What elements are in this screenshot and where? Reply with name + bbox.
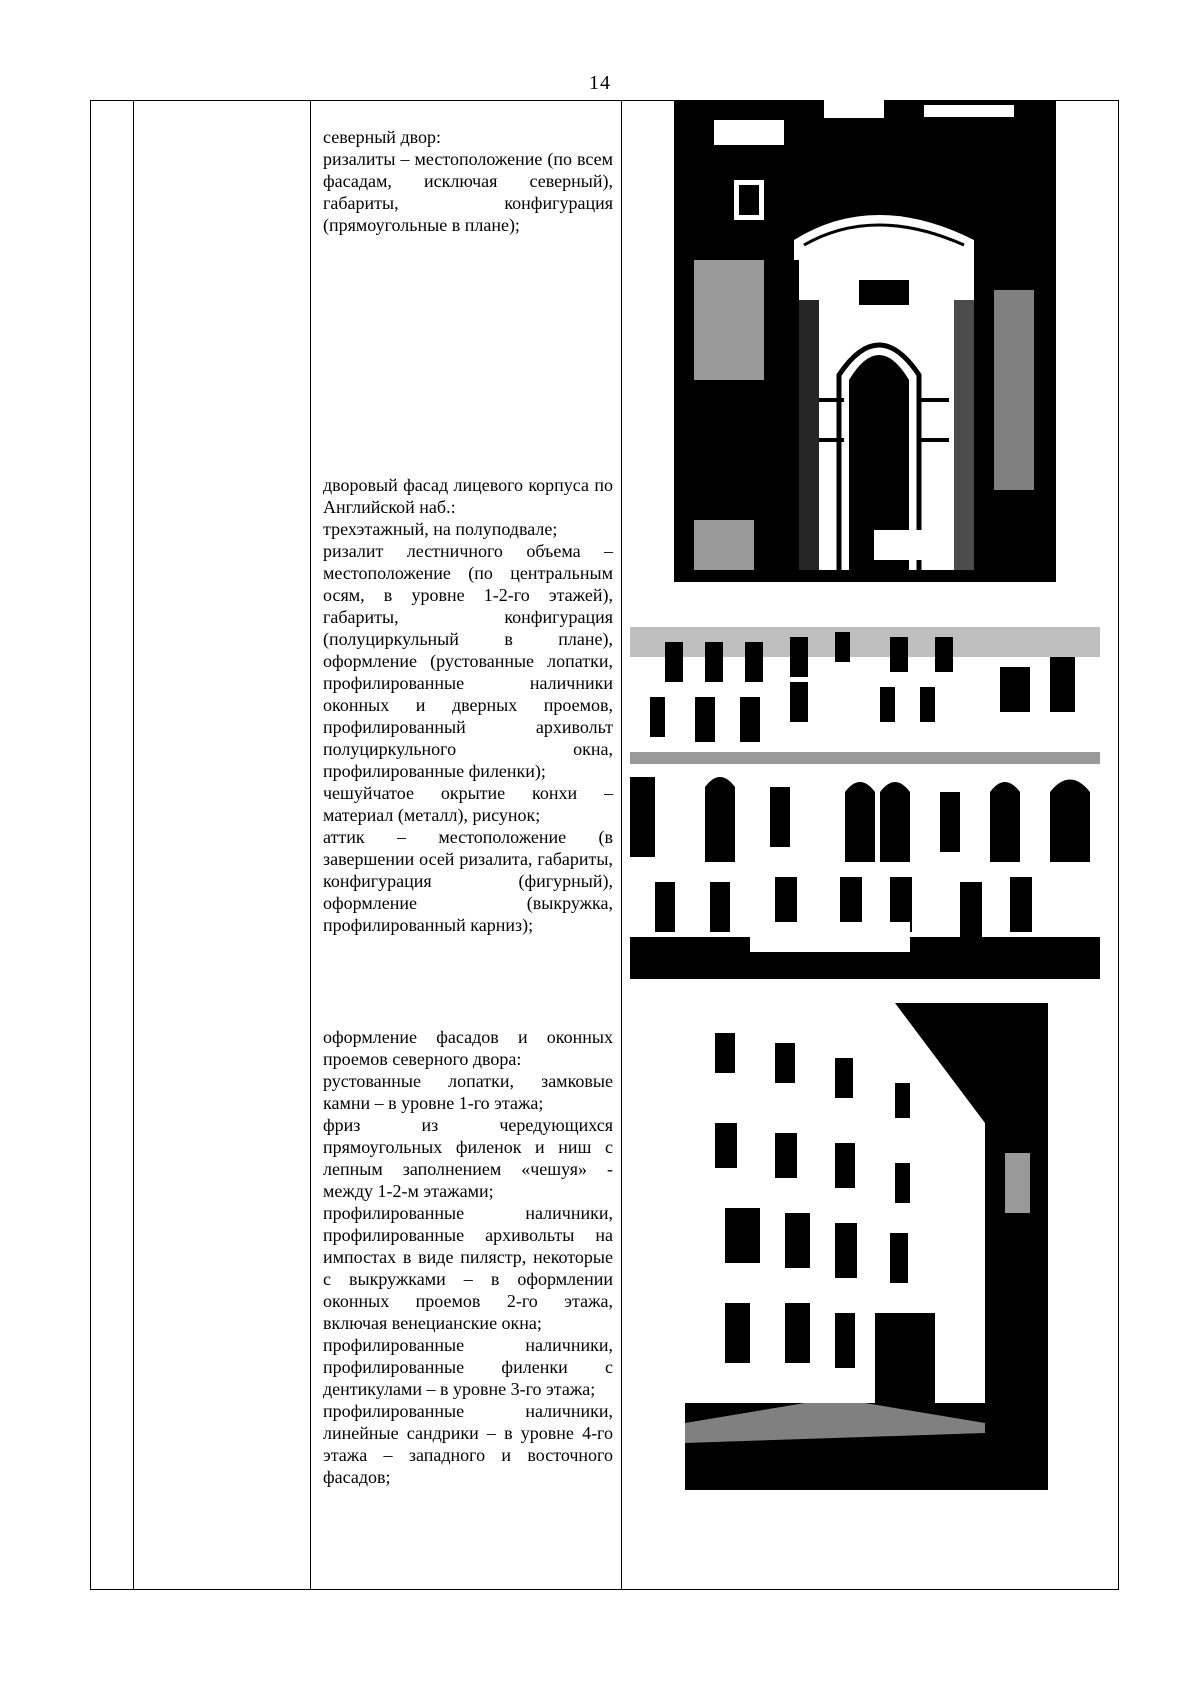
text-block-facade-decoration (323, 1026, 613, 1488)
text-block-north-courtyard (323, 126, 613, 236)
column-divider (310, 101, 311, 1589)
paragraph: оформление фасадов и оконных проемов северного двора: (323, 1027, 613, 1069)
paragraph: рустованные лопатки, замковые камни – в уровне 1-го этажа; (323, 1071, 613, 1113)
paragraph: фриз из чередующихся прямоугольных филенок и ниш с лепным заполнением «чешуя» - между 1-2-м этажами; (323, 1115, 613, 1201)
paragraph: профилированные наличники, профилированные филенки с дентикулами – в уровне 3-го этажа; (323, 1335, 613, 1399)
photo-stair-risalit (674, 100, 1056, 582)
paragraph: дворовый фасад лицевого корпуса по Английской наб.: (323, 475, 613, 517)
paragraph: аттик – местоположение (в завершении осей ризалита, габариты, конфигурация (фигурный), оформление (выкружка, профилированный карниз); (323, 827, 613, 935)
page-number: 14 (589, 72, 611, 94)
paragraph: чешуйчатое окрытие конхи – материал (металл), рисунок; (323, 783, 613, 825)
paragraph: ризалит лестничного объема – местоположение (по центральным осям, в уровне 1-2-го этажей), габариты, конфигурация (полуциркульный в плане), оформление (рустованные лопатки, профилированные наличники оконных и дверных проемов, профилированный архивольт полуциркульного окна, профилированные филенки); (323, 541, 613, 781)
paragraph: трехэтажный, на полуподвале; (323, 519, 558, 539)
column-divider (621, 101, 622, 1589)
text-block-courtyard-facade (323, 474, 613, 936)
paragraph: ризалиты – местоположение (по всем фасадам, исключая северный), габариты, конфигурация (прямоугольные в плане); (323, 149, 613, 235)
paragraph: профилированные наличники, профилированные архивольты на импостах в виде пилястр, некоторые с выкружками – в оформлении оконных проемов 2-го этажа, включая венецианские окна; (323, 1203, 613, 1333)
paragraph: северный двор: (323, 127, 441, 147)
photo-north-courtyard-view (685, 1003, 1048, 1490)
paragraph: профилированные наличники, линейные сандрики – в уровне 4-го этажа – западного и восточного фасадов; (323, 1401, 613, 1487)
photo-courtyard-facade (630, 627, 1100, 979)
column-divider (133, 101, 134, 1589)
